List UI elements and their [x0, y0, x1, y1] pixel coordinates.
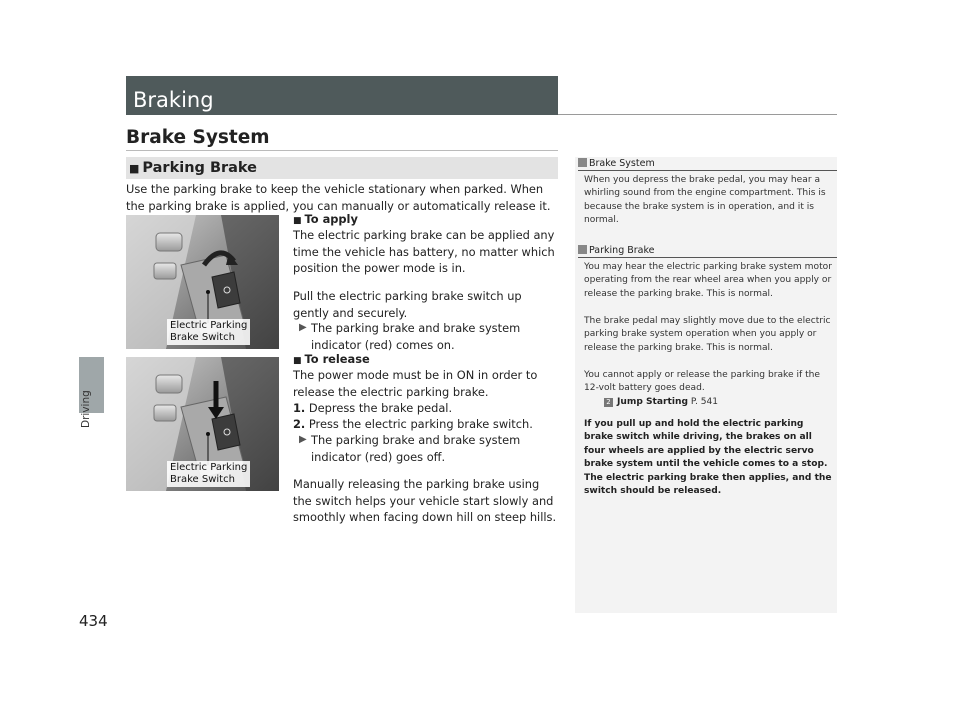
release-heading-text: To release — [304, 352, 370, 366]
release-result — [293, 432, 561, 465]
apply-paragraph-2: Pull the electric parking brake switch up gently and securely. — [293, 289, 522, 320]
apply-figure-label — [167, 319, 250, 345]
apply-paragraph-1: The electric parking brake can be applied any time the vehicle has battery, no matter which position the power mode is in. — [293, 228, 555, 275]
release-paragraph-1: The power mode must be in ON in order to release the electric parking brake. — [293, 368, 538, 399]
note-parking-brake-title: Parking Brake — [589, 245, 655, 256]
release-step-2-text: Press the electric parking brake switch. — [308, 417, 533, 431]
release-result-text: The parking brake and brake system indicator (red) goes off. — [311, 433, 521, 464]
note-parking-brake-heading — [578, 245, 655, 256]
apply-result — [293, 320, 561, 353]
square-bullet-icon: ■ — [129, 162, 140, 175]
step-number: 2. — [293, 417, 306, 431]
subsection-title: Parking Brake — [142, 160, 258, 176]
apply-heading-text: To apply — [304, 212, 358, 226]
section-rule — [126, 150, 558, 151]
jump-link-label[interactable]: Jump Starting — [617, 397, 688, 407]
release-figure-label — [167, 461, 250, 487]
release-paragraph-2: Manually releasing the parking brake using the switch helps your vehicle start slowly and smoothly when facing down hill on steep hills. — [293, 477, 557, 524]
note-rule — [578, 257, 837, 258]
jump-starting-link[interactable] — [584, 396, 834, 409]
chapter-title: Braking — [126, 76, 558, 115]
arrow-right-icon: ▶ — [299, 434, 307, 445]
apply-figure-label-line1: Electric Parking — [170, 320, 248, 331]
release-step-1-text: Depress the brake pedal. — [308, 401, 453, 415]
release-figure-label-line1: Electric Parking — [170, 462, 248, 473]
subsection-bar — [126, 157, 558, 179]
note-parking-brake-p2: The brake pedal may slightly move due to the electric parking brake system operation when you apply or release the parking brake. This is normal. — [584, 316, 831, 353]
note-parking-brake-p1: You may hear the electric parking brake system motor operating from the rear wheel area when you apply or release the parking brake. This is normal. — [584, 262, 832, 299]
release-step-2 — [293, 416, 561, 433]
square-bullet-icon: ■ — [293, 356, 302, 366]
note-brake-system-text: When you depress the brake pedal, you may hear a whirling sound from the engine compartment. This is because the brake system is in operation, and it is normal. — [584, 175, 826, 226]
side-label: Driving — [80, 390, 92, 428]
step-number: 1. — [293, 401, 306, 415]
note-rule — [578, 170, 837, 171]
release-switch-figure — [126, 357, 279, 491]
apply-figure-label-line2: Brake Switch — [170, 332, 235, 343]
note-brake-system-heading — [578, 158, 655, 169]
intro-text: Use the parking brake to keep the vehicle stationary when parked. When the parking brake is applied, you can manually or automatically release it. — [126, 182, 551, 213]
note-parking-brake-p3: You cannot apply or release the parking brake if the 12-volt battery goes dead. — [584, 370, 821, 394]
page-reference-icon: 2 — [604, 398, 613, 407]
jump-link-page: P. 541 — [690, 397, 719, 407]
note-marker-icon — [578, 158, 587, 167]
note-parking-brake-warning: If you pull up and hold the electric parking brake switch while driving, the brakes on all four wheels are applied by the electric servo brake system until the vehicle comes to a stop. The electric parking brake then applies, and the switch should be released. — [584, 419, 832, 497]
release-figure-label-line2: Brake Switch — [170, 474, 235, 485]
section-title: Brake System — [126, 127, 270, 148]
chapter-rule — [558, 114, 837, 115]
page-number: 434 — [79, 612, 108, 630]
apply-switch-figure — [126, 215, 279, 349]
arrow-right-icon: ▶ — [299, 322, 307, 333]
note-marker-icon — [578, 245, 587, 254]
note-brake-system-title: Brake System — [589, 158, 655, 169]
square-bullet-icon: ■ — [293, 216, 302, 226]
release-step-1 — [293, 400, 561, 417]
apply-result-text: The parking brake and brake system indicator (red) comes on. — [311, 321, 521, 352]
